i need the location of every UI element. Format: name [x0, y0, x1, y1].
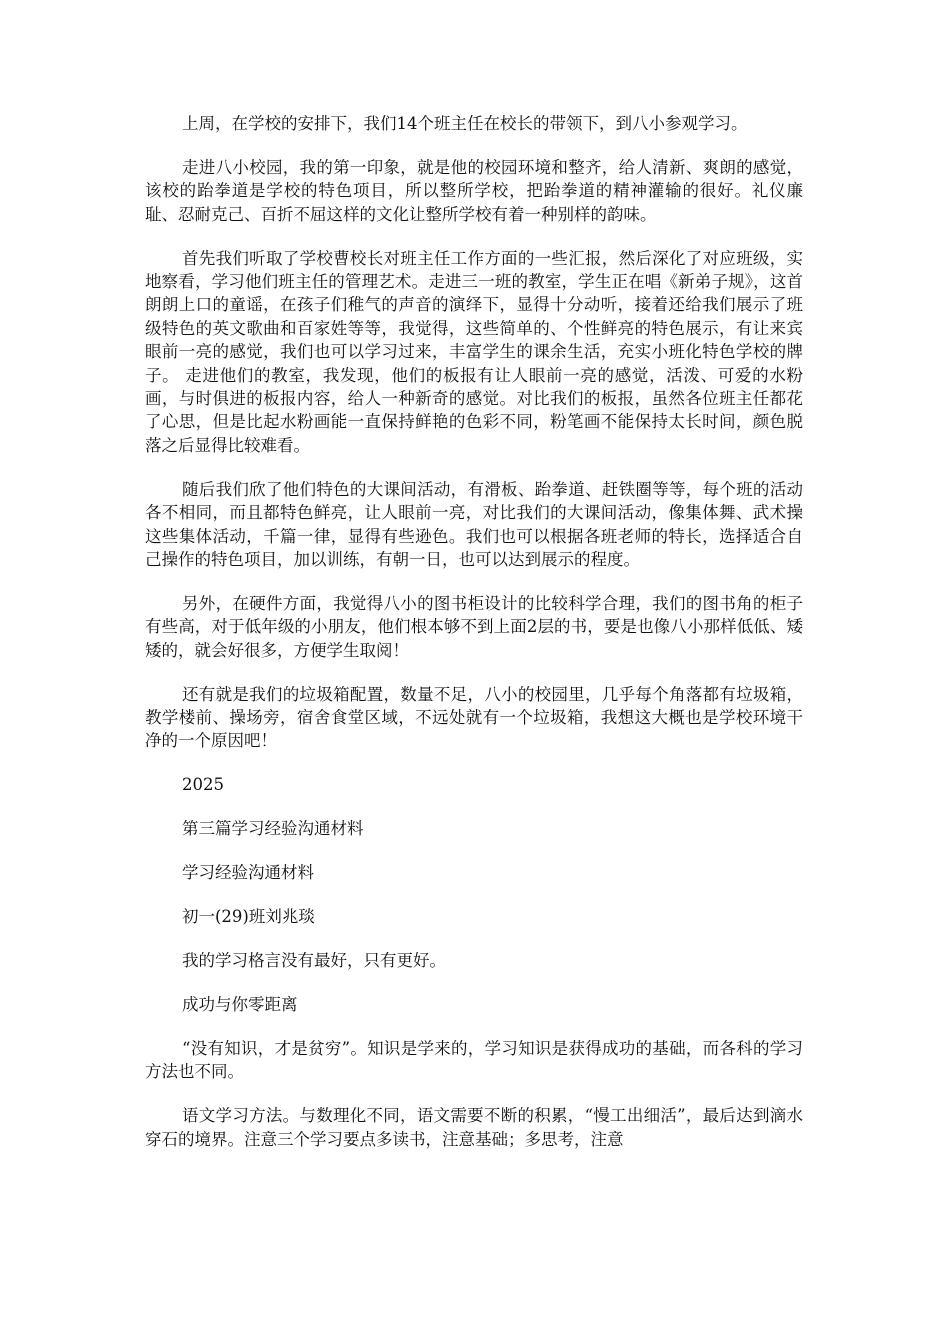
- paragraph-bookshelf: 另外，在硬件方面，我觉得八小的图书柜设计的比较科学合理，我们的图书角的柜子有些高，对于低年级的小朋友，他们根本够不到上面2层的书，要是也像八小那样低低、矮矮的，就会好很多，方便学生取阅！: [145, 593, 803, 660]
- paragraph-chinese-method: 语文学习方法。与数理化不同，语文需要不断的积累，“慢工出细活”，最后达到滴水穿石的境界。注意三个学习要点多读书，注意基础；多思考，注意: [145, 1106, 803, 1149]
- paragraph-class-management: 首先我们听取了学校曹校长对班主任工作方面的一些汇报，然后深化了对应班级，实地察看，学习他们班主任的管理艺术。走进三一班的教室，学生正在唱《新弟子规》，这首朗朗上口的童谣，在孩子们稚气的声音的演绎下，显得十分动听，接着还给我们展示了班级特色的英文歌曲和百家姓等等，我觉得，这些简单的、个性鲜亮的特色展示，有让来宾眼前一亮的感觉，我们也可以学习过来，丰富学生的课余生活，充实小班化特色学校的牌子。 走进他们的教室，我发现，他们的板报有让人眼前一亮的感觉，活泼、可爱的水粉画，与时俱进的板报内容，给人一种新奇的感觉。对比我们的板报，虽然各位班主任都花了心思，但是比起水粉画能一直保持鲜艳的色彩不同，粉笔画不能保持太长时间，颜色脱落之后显得比较难看。: [145, 248, 803, 455]
- paragraph-knowledge: “没有知识，才是贫穷”。知识是学来的，学习知识是获得成功的基础，而各科的学习方法也不同。: [145, 1038, 803, 1082]
- study-motto: 我的学习格言没有最好，只有更好。: [182, 950, 446, 970]
- paragraph-visit-intro: 上周，在学校的安排下，我们14个班主任在校长的带领下，到八小参观学习。: [182, 114, 748, 133]
- section-title: 第三篇学习经验沟通材料: [182, 819, 364, 839]
- motto-heading: 成功与你零距离: [182, 994, 298, 1014]
- paragraph-trash-bins: 还有就是我们的垃圾箱配置，数量不足，八小的校园里，几乎每个角落都有垃圾箱，教学楼前、操场旁，宿舍食堂区域，不远处就有一个垃圾箱，我想这大概也是学校环境干净的一个原因吧！: [145, 684, 803, 751]
- document-body: [145, 112, 803, 1171]
- section-subtitle: 学习经验沟通材料: [182, 863, 314, 883]
- paragraph-year: 2025: [182, 775, 224, 795]
- paragraph-recess-activities: 随后我们欣了他们特色的大课间活动，有滑板、跆拳道、赶铁圈等等，每个班的活动各不相同，而且都特色鲜亮，让人眼前一亮，对比我们的大课间活动，像集体舞、武术操这些集体活动，千篇一律，显得有些逊色。我们也可以根据各班老师的特长，选择适合自己操作的特色项目，加以训练，有朝一日，也可以达到展示的程度。: [145, 479, 803, 569]
- paragraph-campus-impression: 走进八小校园，我的第一印象，就是他的校园环境和整齐，给人清新、爽朗的感觉，该校的跆拳道是学校的特色项目，所以整所学校，把跆拳道的精神灌输的很好。礼仪廉耻、忍耐克己、百折不屈这样的文化让整所学校有着一种别样的韵味。: [145, 157, 803, 224]
- author-line: 初一(29)班刘兆琰: [182, 907, 315, 927]
